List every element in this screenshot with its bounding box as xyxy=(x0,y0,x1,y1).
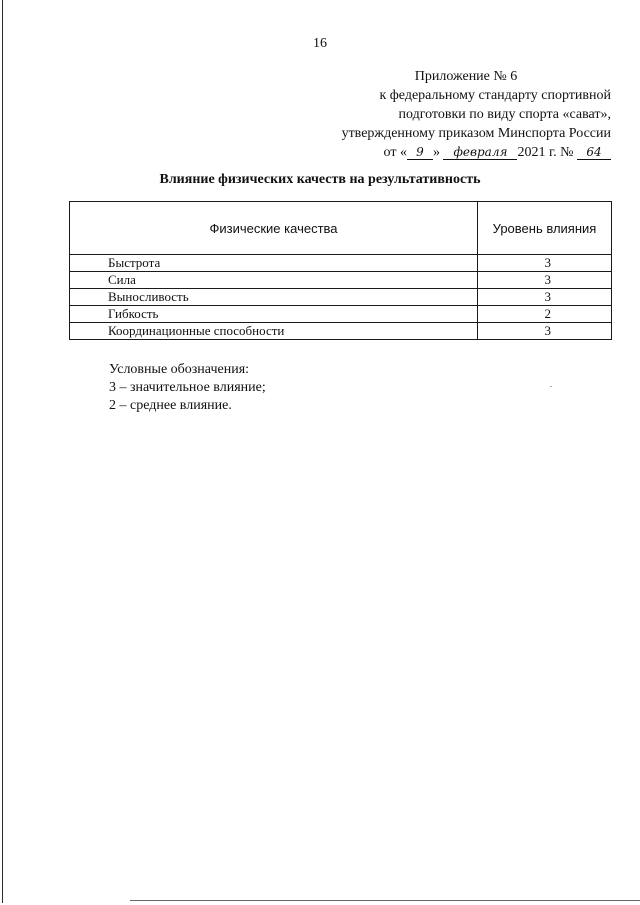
table-row xyxy=(70,289,612,306)
appendix-date xyxy=(291,143,611,162)
column-header-level: Уровень влияния xyxy=(478,202,612,255)
level-cell: 3 xyxy=(478,272,612,289)
page-number: 16 xyxy=(313,36,327,51)
appendix-line: утвержденному приказом Минспорта России xyxy=(341,126,611,141)
appendix-title: Приложение № 6 xyxy=(414,69,518,84)
table-header-row xyxy=(70,202,612,255)
legend-item: 3 – значительное влияние; xyxy=(109,380,266,395)
appendix-header xyxy=(291,67,611,162)
quality-cell: Сила xyxy=(70,272,478,289)
level-cell: 2 xyxy=(478,306,612,323)
date-month: февраля xyxy=(443,145,517,160)
table-row xyxy=(70,323,612,340)
table-row xyxy=(70,255,612,272)
level-cell: 3 xyxy=(478,323,612,340)
appendix-line: к федеральному стандарту спортивной xyxy=(379,88,611,103)
table-row xyxy=(70,272,612,289)
column-header-quality: Физические качества xyxy=(70,202,478,255)
document-title: Влияние физических качеств на результативность xyxy=(159,172,481,187)
scan-speck xyxy=(550,386,552,387)
scan-edge-line xyxy=(130,900,640,901)
date-mid: » xyxy=(432,145,440,160)
table-row xyxy=(70,306,612,323)
date-prefix: от « xyxy=(383,145,407,160)
quality-cell: Гибкость xyxy=(70,306,478,323)
legend-item: 2 – среднее влияние. xyxy=(109,398,232,413)
quality-cell: Выносливость xyxy=(70,289,478,306)
legend xyxy=(109,361,266,415)
appendix-line: подготовки по виду спорта «сават», xyxy=(398,107,611,122)
order-number: 64 xyxy=(577,145,611,160)
quality-cell: Быстрота xyxy=(70,255,478,272)
qualities-table xyxy=(69,201,612,340)
legend-heading: Условные обозначения: xyxy=(109,362,250,377)
level-cell: 3 xyxy=(478,255,612,272)
date-year: 2021 г. № xyxy=(517,145,574,160)
date-day: 9 xyxy=(407,145,433,160)
level-cell: 3 xyxy=(478,289,612,306)
quality-cell: Координационные способности xyxy=(70,323,478,340)
